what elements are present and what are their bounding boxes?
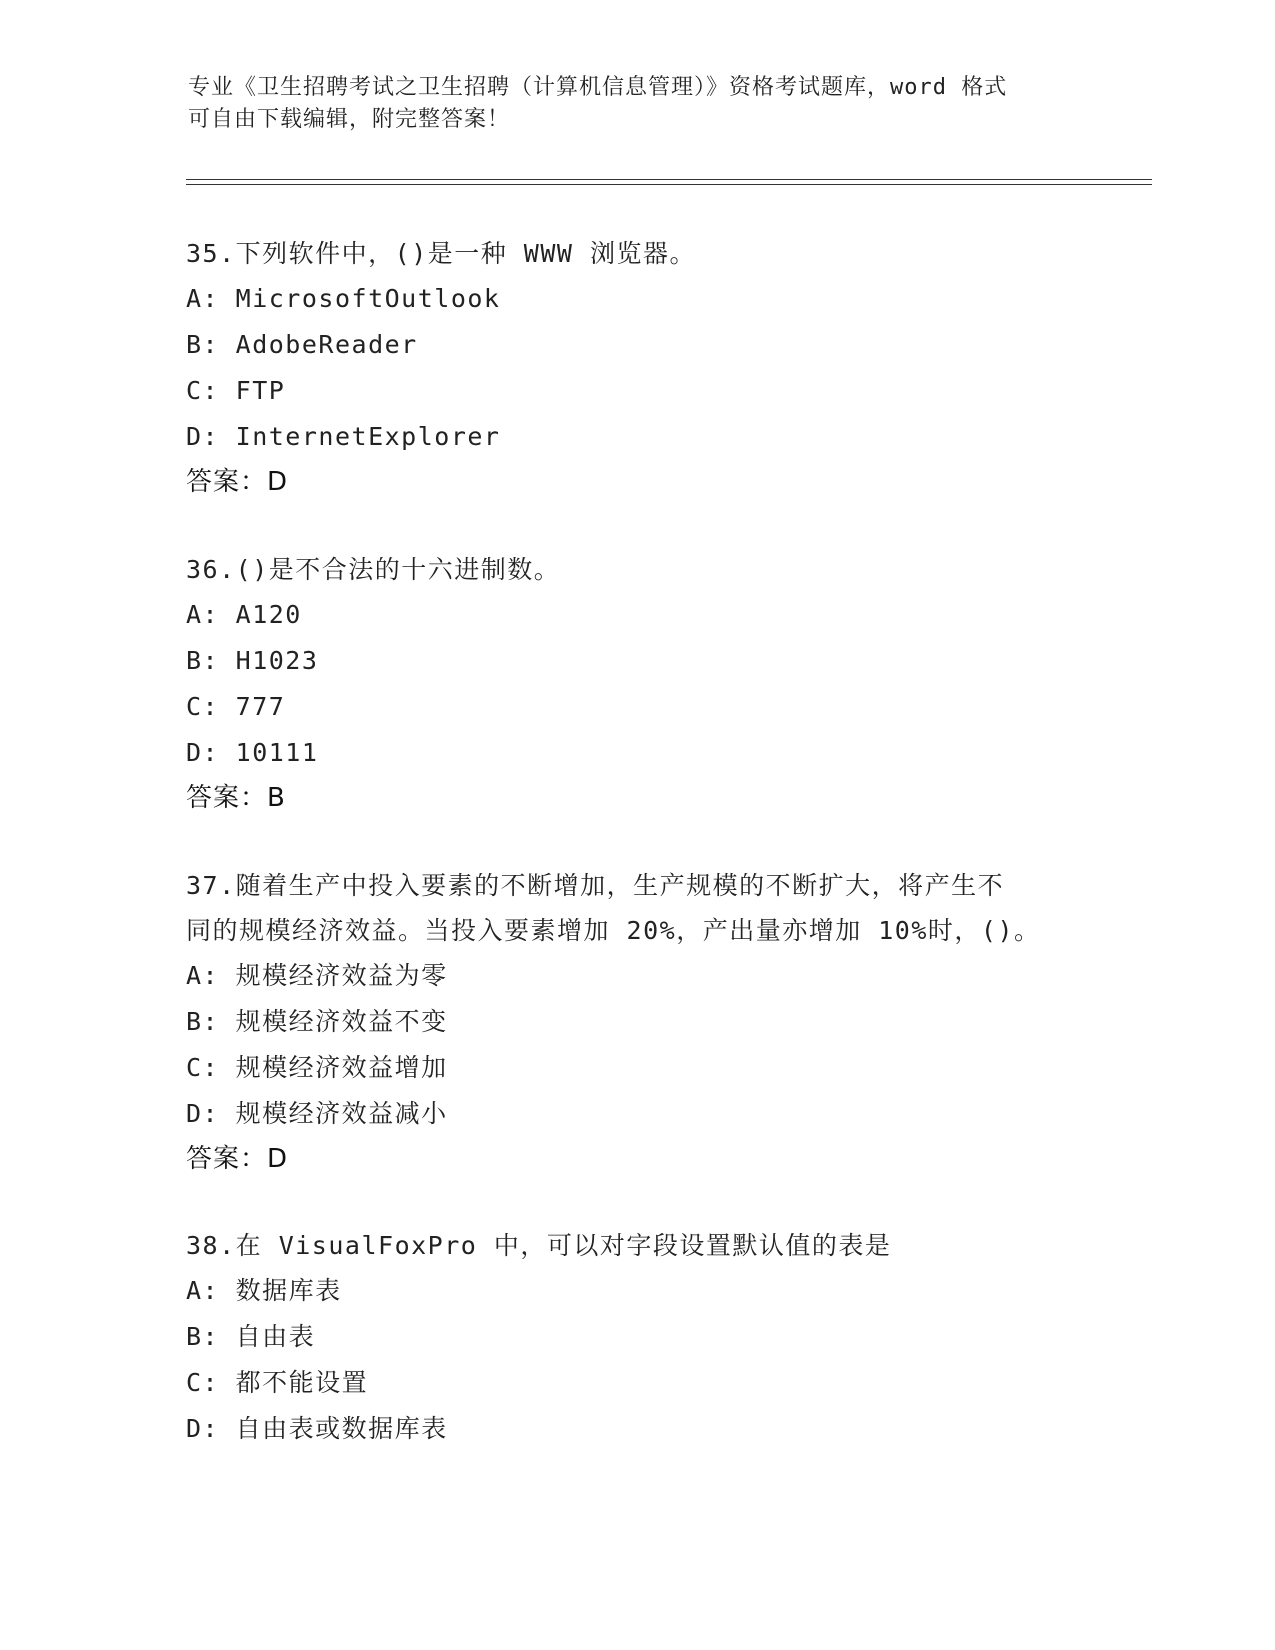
header-line-1: 专业《卫生招聘考试之卫生招聘（计算机信息管理）》资格考试题库，word 格式 (188, 75, 1008, 100)
answer: 答案：D (186, 467, 289, 497)
answer: 答案：B (186, 783, 286, 813)
option-b: B: 自由表 (186, 1322, 316, 1351)
option-d: D: InternetExplorer (186, 422, 501, 451)
question-stem: 38.在 VisualFoxPro 中，可以对字段设置默认值的表是 (186, 1231, 892, 1260)
header-line-2: 可自由下载编辑，附完整答案！ (188, 107, 511, 132)
question-38 (186, 1223, 1136, 1452)
header-divider-top (186, 179, 1152, 180)
option-b: B: H1023 (186, 646, 319, 675)
option-a: A: MicrosoftOutlook (186, 284, 501, 313)
option-a: A: 数据库表 (186, 1276, 342, 1305)
option-c: C: 777 (186, 692, 286, 721)
option-a: A: 规模经济效益为零 (186, 961, 448, 990)
option-d: D: 10111 (186, 738, 319, 767)
option-b: B: 规模经济效益不变 (186, 1007, 448, 1036)
option-c: C: FTP (186, 376, 286, 405)
question-stem: 36.()是不合法的十六进制数。 (186, 555, 561, 584)
header-divider-bottom (186, 184, 1152, 185)
question-35 (186, 231, 1136, 504)
question-stem-line-2: 同的规模经济效益。当投入要素增加 20%，产出量亦增加 10%时，()。 (186, 916, 1041, 945)
option-b: B: AdobeReader (186, 330, 418, 359)
option-a: A: A120 (186, 600, 302, 629)
question-stem-line-1: 37.随着生产中投入要素的不断增加，生产规模的不断扩大，将产生不 (186, 871, 1005, 900)
option-c: C: 都不能设置 (186, 1368, 369, 1397)
option-d: D: 规模经济效益减小 (186, 1099, 448, 1128)
document-header (188, 72, 1088, 136)
option-c: C: 规模经济效益增加 (186, 1053, 448, 1082)
question-37 (186, 863, 1136, 1181)
question-36 (186, 547, 1136, 820)
option-d: D: 自由表或数据库表 (186, 1414, 448, 1443)
question-stem: 35.下列软件中，()是一种 WWW 浏览器。 (186, 239, 697, 268)
answer: 答案：D (186, 1144, 289, 1174)
